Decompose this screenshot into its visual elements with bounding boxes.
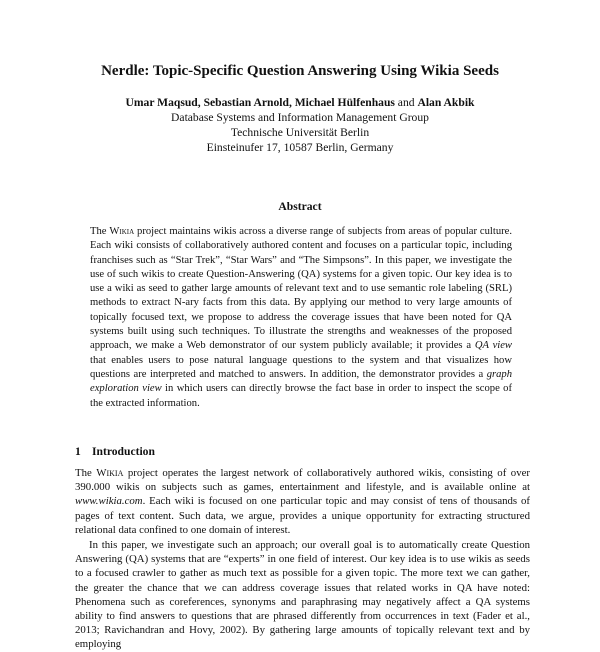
author-name: Umar Maqsud	[125, 96, 198, 109]
intro-text: The	[75, 467, 97, 479]
section-heading	[75, 445, 155, 458]
author-name: Michael Hülfenhaus	[294, 96, 395, 109]
author-name: Sebastian Arnold	[203, 96, 289, 109]
section-number: 1	[75, 445, 81, 458]
affiliation-line: Database Systems and Information Management Group	[171, 111, 429, 124]
paper-title: Nerdle: Topic-Specific Question Answering Using Wikia Seeds	[101, 63, 499, 79]
author-names	[0, 95, 600, 110]
abstract-heading: Abstract	[278, 200, 322, 213]
abstract-text: that enables users to pose natural language questions to the system and that visualizes how questions are interpreted and matched to answers. In addition, the demonstrator provides a	[90, 354, 512, 380]
author-block	[0, 95, 600, 155]
intro-paragraph: In this paper, we investigate such an approach; our overall goal is to automatically create Question Answering (QA) systems that are “experts” in one field of interest. Our key idea is to use wikis as seeds to a focused crawler to gather as much text as possible for a given topic. The more text we can gather, the greater the chance that we can address coverage issues that related works in QA have noted: Phenomena such as coreferences, synonyms and paraphrasing may negatively affect a QA systems ability to find answers to questions that are phrased differently from occurrences in text (Fader et al., 2013; Ravichandran and Hovy, 2002). By gathering large amounts of topically relevant text and by employing	[75, 539, 530, 651]
wikia-name: Wikia	[109, 226, 135, 237]
intro-text: . Each wiki is focused on one particular topic and may consist of tens of thousands of pages of text content. Such data, we argue, provides a unique opportunity for extracting structured relational data confined to one domain of interest.	[75, 495, 530, 536]
wikia-url: www.wikia.com	[75, 495, 143, 508]
author-name: Alan Akbik	[417, 96, 475, 109]
author-separator: ,	[288, 96, 295, 109]
wikia-name: Wikia	[96, 467, 124, 479]
qa-view-term: QA view	[474, 340, 512, 352]
intro-paragraph	[75, 466, 530, 537]
abstract-text: in which users can directly browse the fact base in order to inspect the scope of the extracted information.	[90, 383, 512, 409]
author-separator: ,	[197, 96, 204, 109]
abstract-text: The	[90, 226, 110, 237]
affiliation-line: Einsteinufer 17, 10587 Berlin, Germany	[206, 141, 394, 154]
graph-view-term: graph exploration view	[90, 368, 512, 395]
abstract-body	[90, 225, 512, 411]
author-and: and	[394, 96, 418, 109]
intro-text: project operates the largest network of collaboratively authored wikis, consisting of over 390.000 wikis on subjects such as games, entertainment and lifestyle, and is available online at	[75, 467, 530, 494]
affiliation-line: Technische Universität Berlin	[230, 126, 370, 139]
abstract-text: project maintains wikis across a diverse range of subjects from areas of popular culture. Each wiki consists of collaboratively authored content and focuses on a particular topic, including franchises such as “Star Trek”, “Star Wars” and “The Simpsons”. In this paper, we investigate the use of such wikis to create Question-Answering (QA) systems for a given topic. Our key idea is to use a wiki as seed to gather large amounts of relevant text and to use semantic role labeling (SRL) methods to extract N-ary facts from this data. By applying our method to very large amounts of topically focused text, we propose to address the coverage issues that have been noted for QA systems built using such techniques. To illustrate the strengths and weaknesses of the proposed approach, we make a Web demonstrator of our system publicly available; it provides a	[90, 226, 512, 352]
introduction-body	[75, 466, 530, 652]
section-title: Introduction	[92, 445, 155, 458]
